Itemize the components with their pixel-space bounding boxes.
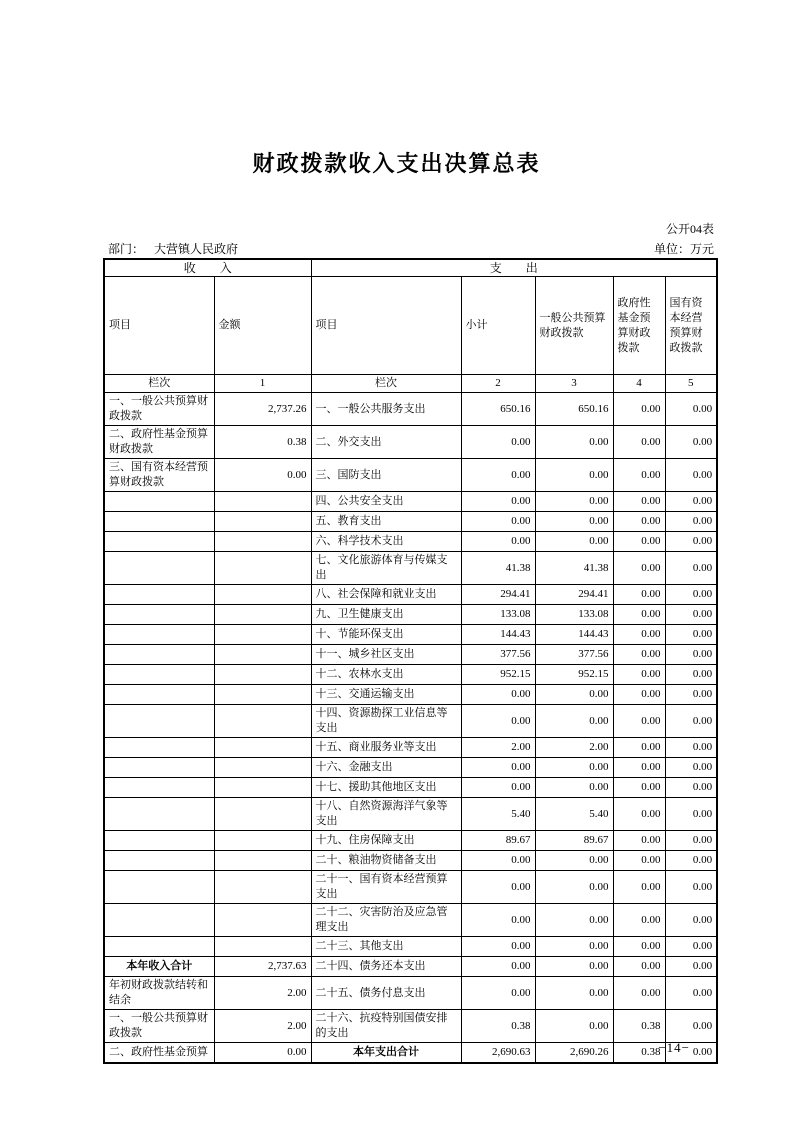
expense-subtotal-cell: 0.00 [461, 778, 535, 798]
income-item-cell [104, 738, 214, 758]
page-number: −14− [658, 1040, 690, 1055]
table-body [104, 393, 717, 1064]
expense-general-public-cell: 0.00 [535, 492, 613, 512]
expense-subtotal-cell: 0.00 [461, 871, 535, 904]
col-header-state-capital: 国有资本经营预算财政拨款 [665, 277, 717, 375]
table-row [104, 937, 717, 957]
income-item-cell [104, 605, 214, 625]
table-row [104, 625, 717, 645]
expense-general-public-cell: 2,690.26 [535, 1043, 613, 1064]
income-amount-cell: 0.00 [214, 459, 311, 492]
expense-state-capital-cell: 0.00 [665, 532, 717, 552]
income-item-cell [104, 758, 214, 778]
expense-item-cell: 十九、住房保障支出 [311, 831, 461, 851]
expense-subtotal-cell: 0.00 [461, 937, 535, 957]
table-row [104, 778, 717, 798]
lanci-expense-label: 栏次 [311, 375, 461, 393]
expense-state-capital-cell: 0.00 [665, 512, 717, 532]
income-item-cell [104, 871, 214, 904]
income-item-cell [104, 492, 214, 512]
table-row [104, 851, 717, 871]
table-row [104, 957, 717, 977]
income-item-cell [104, 904, 214, 937]
expense-state-capital-cell: 0.00 [665, 585, 717, 605]
expense-subtotal-cell: 0.00 [461, 512, 535, 532]
table-row [104, 605, 717, 625]
income-amount-cell [214, 685, 311, 705]
expense-govt-fund-cell: 0.00 [613, 605, 665, 625]
section-header-row [104, 259, 717, 277]
table-row [104, 512, 717, 532]
expense-general-public-cell: 0.00 [535, 685, 613, 705]
expense-state-capital-cell: 0.00 [665, 937, 717, 957]
table-row [104, 393, 717, 426]
column-header-row [104, 277, 717, 375]
expense-state-capital-cell: 0.00 [665, 605, 717, 625]
expense-govt-fund-cell: 0.00 [613, 738, 665, 758]
expense-item-cell: 二十三、其他支出 [311, 937, 461, 957]
table-row [104, 532, 717, 552]
income-item-cell [104, 685, 214, 705]
expense-govt-fund-cell: 0.00 [613, 871, 665, 904]
expense-item-cell: 四、公共安全支出 [311, 492, 461, 512]
expense-item-cell: 十一、城乡社区支出 [311, 645, 461, 665]
income-amount-cell [214, 937, 311, 957]
expense-subtotal-cell: 0.00 [461, 532, 535, 552]
expense-item-cell: 十七、援助其他地区支出 [311, 778, 461, 798]
income-amount-cell [214, 552, 311, 585]
expense-subtotal-cell: 89.67 [461, 831, 535, 851]
income-amount-cell [214, 851, 311, 871]
expense-item-cell: 八、社会保障和就业支出 [311, 585, 461, 605]
expense-section-header: 支 出 [311, 259, 717, 277]
table-row [104, 977, 717, 1010]
table-row [104, 871, 717, 904]
lanci-col-5: 5 [665, 375, 717, 393]
lanci-income-label: 栏次 [104, 375, 214, 393]
expense-govt-fund-cell: 0.38 [613, 1043, 665, 1064]
expense-state-capital-cell: 0.00 [665, 851, 717, 871]
expense-general-public-cell: 144.43 [535, 625, 613, 645]
income-item-cell: 三、国有资本经营预算财政拨款 [104, 459, 214, 492]
table-row [104, 685, 717, 705]
expense-item-cell: 九、卫生健康支出 [311, 605, 461, 625]
expense-general-public-cell: 2.00 [535, 738, 613, 758]
income-amount-cell [214, 512, 311, 532]
expense-state-capital-cell: 0.00 [665, 492, 717, 512]
table-row [104, 758, 717, 778]
expense-state-capital-cell: 0.00 [665, 904, 717, 937]
expense-subtotal-cell: 2,690.63 [461, 1043, 535, 1064]
income-amount-cell [214, 625, 311, 645]
table-row [104, 492, 717, 512]
budget-table-wrapper [103, 258, 718, 1064]
expense-govt-fund-cell: 0.00 [613, 393, 665, 426]
income-amount-cell [214, 758, 311, 778]
income-item-cell [104, 552, 214, 585]
expense-subtotal-cell: 294.41 [461, 585, 535, 605]
income-item-cell [104, 625, 214, 645]
income-item-cell [104, 778, 214, 798]
expense-govt-fund-cell: 0.00 [613, 798, 665, 831]
expense-state-capital-cell: 0.00 [665, 665, 717, 685]
expense-item-cell: 三、国防支出 [311, 459, 461, 492]
expense-item-cell: 本年支出合计 [311, 1043, 461, 1064]
expense-govt-fund-cell: 0.38 [613, 1010, 665, 1043]
expense-govt-fund-cell: 0.00 [613, 937, 665, 957]
expense-item-cell: 二十四、债务还本支出 [311, 957, 461, 977]
income-item-cell [104, 532, 214, 552]
table-row [104, 459, 717, 492]
expense-subtotal-cell: 144.43 [461, 625, 535, 645]
column-index-row [104, 375, 717, 393]
expense-general-public-cell: 0.00 [535, 758, 613, 778]
income-item-cell [104, 585, 214, 605]
income-item-cell: 一、一般公共预算财政拨款 [104, 1010, 214, 1043]
department-field [108, 240, 238, 257]
expense-subtotal-cell: 0.00 [461, 492, 535, 512]
table-row [104, 1010, 717, 1043]
income-amount-cell [214, 665, 311, 685]
expense-govt-fund-cell: 0.00 [613, 585, 665, 605]
expense-subtotal-cell: 952.15 [461, 665, 535, 685]
income-amount-cell: 2,737.26 [214, 393, 311, 426]
expense-govt-fund-cell: 0.00 [613, 778, 665, 798]
expense-state-capital-cell: 0.00 [665, 778, 717, 798]
income-item-cell [104, 937, 214, 957]
expense-subtotal-cell: 377.56 [461, 645, 535, 665]
expense-state-capital-cell: 0.00 [665, 552, 717, 585]
income-amount-cell: 2.00 [214, 977, 311, 1010]
expense-govt-fund-cell: 0.00 [613, 851, 665, 871]
expense-govt-fund-cell: 0.00 [613, 426, 665, 459]
expense-general-public-cell: 952.15 [535, 665, 613, 685]
expense-state-capital-cell: 0.00 [665, 977, 717, 1010]
income-item-cell: 一、一般公共预算财政拨款 [104, 393, 214, 426]
income-amount-cell [214, 871, 311, 904]
expense-state-capital-cell: 0.00 [665, 426, 717, 459]
page-title: 财政拨款收入支出决算总表 [252, 151, 541, 176]
table-row [104, 665, 717, 685]
expense-general-public-cell: 0.00 [535, 871, 613, 904]
expense-general-public-cell: 5.40 [535, 798, 613, 831]
expense-general-public-cell: 0.00 [535, 851, 613, 871]
expense-subtotal-cell: 0.00 [461, 904, 535, 937]
lanci-col-2: 2 [461, 375, 535, 393]
table-row [104, 426, 717, 459]
income-item-cell [104, 645, 214, 665]
income-amount-cell [214, 904, 311, 937]
expense-state-capital-cell: 0.00 [665, 831, 717, 851]
table-row [104, 831, 717, 851]
expense-state-capital-cell: 0.00 [665, 645, 717, 665]
expense-state-capital-cell: 0.00 [665, 758, 717, 778]
income-amount-cell [214, 532, 311, 552]
expense-item-cell: 六、科学技术支出 [311, 532, 461, 552]
expense-general-public-cell: 0.00 [535, 426, 613, 459]
expense-subtotal-cell: 0.00 [461, 459, 535, 492]
income-item-cell: 本年收入合计 [104, 957, 214, 977]
income-amount-cell [214, 645, 311, 665]
expense-item-cell: 十二、农林水支出 [311, 665, 461, 685]
col-header-general-public: 一般公共预算财政拨款 [535, 277, 613, 375]
expense-govt-fund-cell: 0.00 [613, 705, 665, 738]
expense-govt-fund-cell: 0.00 [613, 459, 665, 492]
expense-subtotal-cell: 0.00 [461, 977, 535, 1010]
expense-state-capital-cell: 0.00 [665, 957, 717, 977]
income-amount-cell [214, 705, 311, 738]
table-row [104, 585, 717, 605]
expense-general-public-cell: 0.00 [535, 1010, 613, 1043]
expense-state-capital-cell: 0.00 [665, 459, 717, 492]
expense-item-cell: 十三、交通运输支出 [311, 685, 461, 705]
expense-item-cell: 十五、商业服务业等支出 [311, 738, 461, 758]
expense-general-public-cell: 0.00 [535, 778, 613, 798]
col-header-income-item: 项目 [104, 277, 214, 375]
expense-subtotal-cell: 0.00 [461, 957, 535, 977]
income-amount-cell [214, 778, 311, 798]
table-row [104, 738, 717, 758]
expense-general-public-cell: 0.00 [535, 937, 613, 957]
expense-item-cell: 二、外交支出 [311, 426, 461, 459]
col-header-subtotal: 小计 [461, 277, 535, 375]
department-name: 大营镇人民政府 [154, 242, 239, 256]
expense-state-capital-cell: 0.00 [665, 1043, 717, 1064]
table-row [104, 1043, 717, 1064]
income-amount-cell: 0.00 [214, 1043, 311, 1064]
table-row [104, 645, 717, 665]
expense-govt-fund-cell: 0.00 [613, 758, 665, 778]
income-amount-cell: 0.38 [214, 426, 311, 459]
expense-subtotal-cell: 0.38 [461, 1010, 535, 1043]
expense-govt-fund-cell: 0.00 [613, 645, 665, 665]
expense-subtotal-cell: 2.00 [461, 738, 535, 758]
expense-item-cell: 二十、粮油物资储备支出 [311, 851, 461, 871]
income-amount-cell [214, 585, 311, 605]
expense-govt-fund-cell: 0.00 [613, 492, 665, 512]
expense-subtotal-cell: 0.00 [461, 426, 535, 459]
expense-govt-fund-cell: 0.00 [613, 532, 665, 552]
col-header-expense-item: 项目 [311, 277, 461, 375]
income-amount-cell [214, 798, 311, 831]
expense-item-cell: 二十二、灾害防治及应急管理支出 [311, 904, 461, 937]
expense-state-capital-cell: 0.00 [665, 393, 717, 426]
expense-item-cell: 十六、金融支出 [311, 758, 461, 778]
expense-general-public-cell: 41.38 [535, 552, 613, 585]
expense-item-cell: 二十五、债务付息支出 [311, 977, 461, 1010]
expense-subtotal-cell: 0.00 [461, 705, 535, 738]
expense-item-cell: 五、教育支出 [311, 512, 461, 532]
expense-subtotal-cell: 41.38 [461, 552, 535, 585]
expense-subtotal-cell: 0.00 [461, 851, 535, 871]
expense-govt-fund-cell: 0.00 [613, 977, 665, 1010]
expense-state-capital-cell: 0.00 [665, 1010, 717, 1043]
income-section-header: 收 入 [104, 259, 311, 277]
expense-item-cell: 十、节能环保支出 [311, 625, 461, 645]
expense-subtotal-cell: 0.00 [461, 758, 535, 778]
income-amount-cell: 2,737.63 [214, 957, 311, 977]
table-row [104, 552, 717, 585]
expense-general-public-cell: 0.00 [535, 705, 613, 738]
expense-state-capital-cell: 0.00 [665, 738, 717, 758]
income-item-cell: 二、政府性基金预算 [104, 1043, 214, 1064]
meta-line [108, 240, 714, 257]
expense-subtotal-cell: 5.40 [461, 798, 535, 831]
expense-general-public-cell: 0.00 [535, 512, 613, 532]
expense-general-public-cell: 0.00 [535, 532, 613, 552]
income-amount-cell [214, 605, 311, 625]
income-item-cell: 年初财政拨款结转和结余 [104, 977, 214, 1010]
unit-label: 单位：万元 [653, 242, 714, 256]
expense-subtotal-cell: 133.08 [461, 605, 535, 625]
expense-subtotal-cell: 650.16 [461, 393, 535, 426]
col-header-govt-fund: 政府性基金预算财政拨款 [613, 277, 665, 375]
income-amount-cell [214, 738, 311, 758]
budget-table [103, 258, 718, 1064]
expense-general-public-cell: 89.67 [535, 831, 613, 851]
expense-govt-fund-cell: 0.00 [613, 904, 665, 937]
expense-item-cell: 二十一、国有资本经营预算支出 [311, 871, 461, 904]
expense-state-capital-cell: 0.00 [665, 871, 717, 904]
expense-item-cell: 十八、自然资源海洋气象等支出 [311, 798, 461, 831]
expense-govt-fund-cell: 0.00 [613, 625, 665, 645]
income-amount-cell: 2.00 [214, 1010, 311, 1043]
expense-general-public-cell: 0.00 [535, 957, 613, 977]
income-item-cell [104, 512, 214, 532]
expense-state-capital-cell: 0.00 [665, 625, 717, 645]
income-item-cell [104, 851, 214, 871]
income-item-cell [104, 705, 214, 738]
lanci-col-1: 1 [214, 375, 311, 393]
income-item-cell [104, 831, 214, 851]
expense-general-public-cell: 294.41 [535, 585, 613, 605]
expense-general-public-cell: 650.16 [535, 393, 613, 426]
col-header-income-amount: 金额 [214, 277, 311, 375]
expense-govt-fund-cell: 0.00 [613, 665, 665, 685]
expense-govt-fund-cell: 0.00 [613, 957, 665, 977]
income-amount-cell [214, 492, 311, 512]
income-item-cell: 二、政府性基金预算财政拨款 [104, 426, 214, 459]
expense-general-public-cell: 0.00 [535, 904, 613, 937]
expense-govt-fund-cell: 0.00 [613, 685, 665, 705]
department-label: 部门： [108, 242, 145, 256]
income-item-cell [104, 665, 214, 685]
table-code: 公开04表 [665, 222, 714, 236]
table-row [104, 798, 717, 831]
expense-general-public-cell: 377.56 [535, 645, 613, 665]
expense-govt-fund-cell: 0.00 [613, 552, 665, 585]
table-row [104, 904, 717, 937]
expense-item-cell: 一、一般公共服务支出 [311, 393, 461, 426]
income-amount-cell [214, 831, 311, 851]
lanci-col-3: 3 [535, 375, 613, 393]
expense-state-capital-cell: 0.00 [665, 685, 717, 705]
expense-general-public-cell: 133.08 [535, 605, 613, 625]
expense-item-cell: 二十六、抗疫特别国债安排的支出 [311, 1010, 461, 1043]
expense-subtotal-cell: 0.00 [461, 685, 535, 705]
table-row [104, 705, 717, 738]
lanci-col-4: 4 [613, 375, 665, 393]
expense-general-public-cell: 0.00 [535, 977, 613, 1010]
expense-state-capital-cell: 0.00 [665, 705, 717, 738]
income-item-cell [104, 798, 214, 831]
expense-state-capital-cell: 0.00 [665, 798, 717, 831]
expense-item-cell: 十四、资源勘探工业信息等支出 [311, 705, 461, 738]
expense-item-cell: 七、文化旅游体育与传媒支出 [311, 552, 461, 585]
expense-govt-fund-cell: 0.00 [613, 512, 665, 532]
expense-govt-fund-cell: 0.00 [613, 831, 665, 851]
expense-general-public-cell: 0.00 [535, 459, 613, 492]
